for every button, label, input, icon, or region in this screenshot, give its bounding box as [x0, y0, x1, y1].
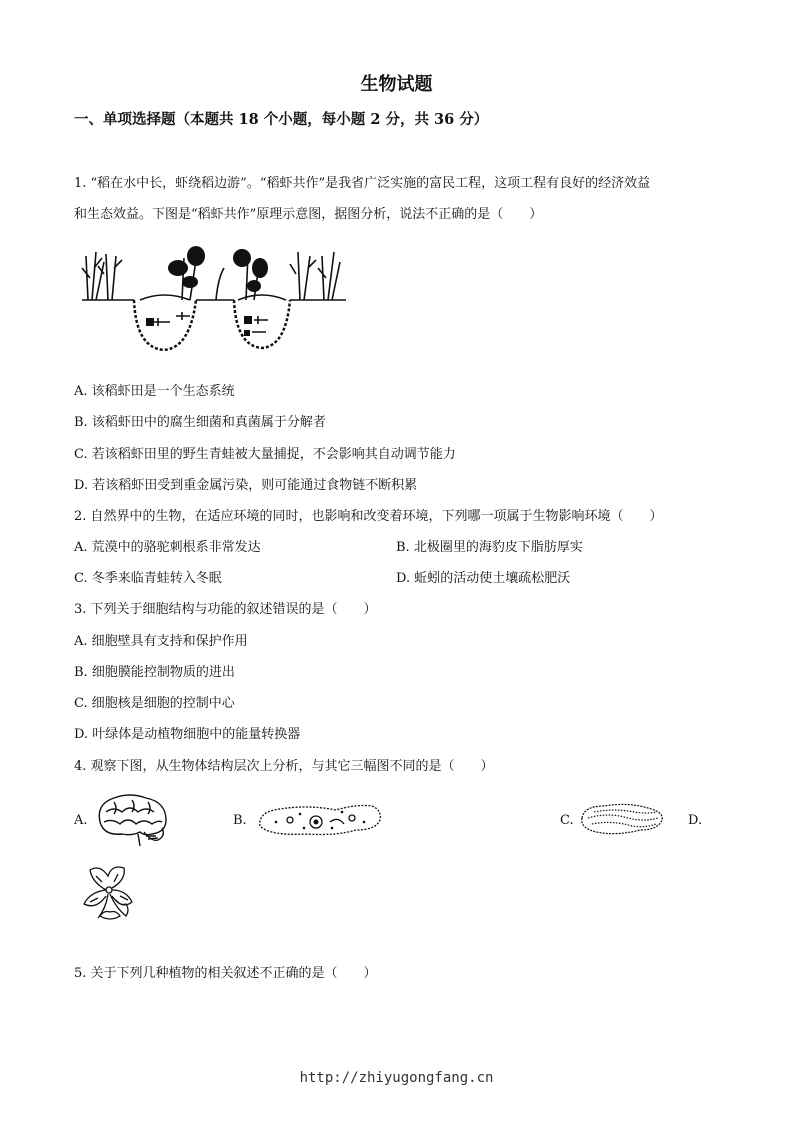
brain-icon [92, 792, 172, 850]
rice-shrimp-diagram-icon [78, 238, 348, 358]
q1-option-a: A. 该稻虾田是一个生态系统 [74, 384, 235, 399]
q3-option-b: B. 细胞膜能控制物质的进出 [74, 665, 235, 680]
flower-icon [76, 860, 140, 926]
section-heading: 一、单项选择题（本题共 18 个小题，每小题 2 分，共 36 分） [74, 111, 489, 128]
question-3-stem: 3. 下列关于细胞结构与功能的叙述错误的是（ ） [74, 602, 377, 617]
question-1-stem-line1: 1. “稻在水中长，虾绕稻边游”。“稻虾共作”是我省广泛实施的富民工程，这项工程有良好的经济效益 [74, 176, 651, 191]
q4-label-a: A. [74, 813, 88, 828]
q3-option-a: A. 细胞壁具有支持和保护作用 [74, 634, 248, 649]
question-4-stem: 4. 观察下图，从生物体结构层次上分析，与其它三幅图不同的是（ ） [74, 759, 494, 774]
question-2-stem: 2. 自然界中的生物，在适应环境的同时，也影响和改变着环境，下列哪一项属于生物影响环境（ ） [74, 509, 663, 524]
q2-option-b: B. 北极圈里的海豹皮下脂肪厚实 [396, 540, 583, 555]
q3-option-c: C. 细胞核是细胞的控制中心 [74, 696, 235, 711]
q1-option-c: C. 若该稻虾田里的野生青蛙被大量捕捉，不会影响其自动调节能力 [74, 447, 456, 462]
q2-option-a: A. 荒漠中的骆驼刺根系非常发达 [74, 540, 261, 555]
q4-label-b: B. [233, 813, 247, 828]
leaf-tissue-icon [578, 800, 666, 838]
paramecium-icon [256, 800, 384, 840]
q4-label-c: C. [560, 813, 574, 828]
q1-option-d: D. 若该稻虾田受到重金属污染，则可能通过食物链不断积累 [74, 478, 418, 493]
footer-url: http://zhiyugongfang.cn [299, 1070, 494, 1086]
q4-label-d: D. [688, 813, 703, 828]
question-5-stem: 5. 关于下列几种植物的相关叙述不正确的是（ ） [74, 966, 377, 981]
q3-option-d: D. 叶绿体是动植物细胞中的能量转换器 [74, 727, 301, 742]
page-title: 生物试题 [360, 74, 433, 95]
q2-option-d: D. 蚯蚓的活动使土壤疏松肥沃 [396, 571, 571, 586]
q1-option-b: B. 该稻虾田中的腐生细菌和真菌属于分解者 [74, 415, 326, 430]
question-1-stem-line2: 和生态效益。下图是“稻虾共作”原理示意图，据图分析，说法不正确的是（ ） [74, 207, 543, 222]
q2-option-c: C. 冬季来临青蛙转入冬眠 [74, 571, 222, 586]
